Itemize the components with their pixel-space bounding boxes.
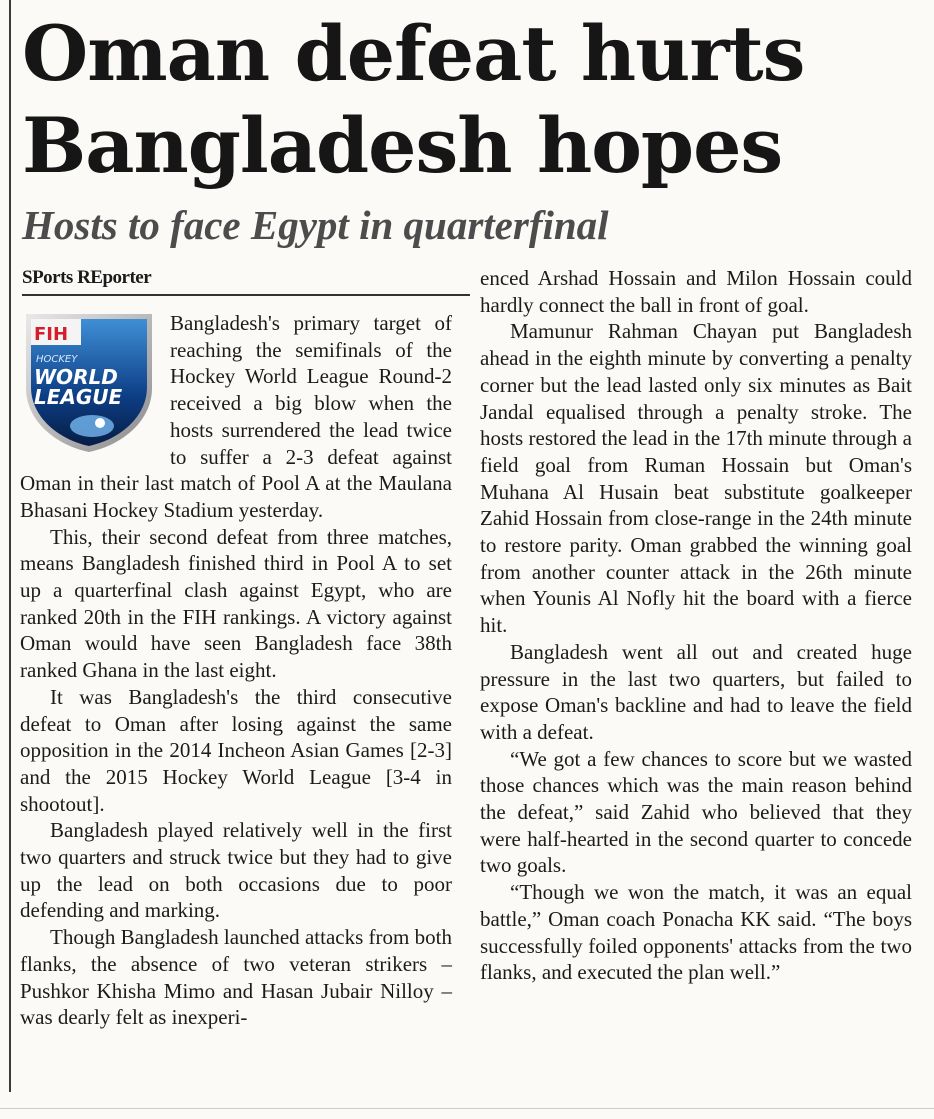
svg-text:FIH: FIH — [34, 324, 69, 345]
svg-text:LEAGUE: LEAGUE — [34, 385, 123, 409]
page-edge — [0, 1108, 934, 1109]
paragraph: “Though we won the match, it was an equal battle,” Oman coach Ponacha KK said. “The boys successfully foiled opponents' attacks from the two flanks, and executed the plan well.” — [480, 880, 912, 985]
paragraph: Though Bangladesh launched attacks from both flanks, the absence of two veteran strikers – Pushkor Khisha Mimo and Hasan Jubair Nilloy – was dearly felt as inexperi- — [20, 925, 452, 1030]
article-column-1 — [20, 310, 452, 1031]
subheadline: Hosts to face Egypt in quarterfinal — [22, 202, 609, 248]
byline: SPorts REporter — [22, 267, 152, 288]
paragraph: This, their second defeat from three matches, means Bangladesh finished third in Pool A to set up a quarterfinal clash against Egypt, who are ranked 20th in the FIH rankings. A victory against Oman would have seen Bangladesh face 38th ranked Ghana in the last eight. — [20, 524, 452, 683]
paragraph: Bangladesh played relatively well in the first two quarters and struck twice but they had to give up the lead on both occasions due to poor defending and marking. — [20, 818, 452, 923]
headline: Oman defeat hurts Bangladesh hopes — [22, 9, 805, 190]
svg-text:HOCKEY: HOCKEY — [36, 354, 78, 365]
paragraph: Mamunur Rahman Chayan put Bangladesh ahead in the eighth minute by converting a penalty corner but the lead lasted only six minutes as Bait Jandal equalised through a penalty stroke. The hosts restored the lead in the 17th minute through a field goal from Ruman Hossain but Oman's Muhana Al Husain beat substitute goalkeeper Zahid Hossain from close-range in the 24th minute to restore parity. Oman grabbed the winning goal from another counter attack in the 26th minute when Younis Al Nofly hit the board with a fierce hit. — [480, 319, 912, 638]
paragraph: Bangladesh's primary target of reaching the semifinals of the Hockey World League Round-2 received a big blow when the hosts surrendered the lead twice to suffer a 2-3 defeat against Oman in their last match of Pool A at the Maulana Bhasani Hockey Stadium yesterday. — [20, 311, 452, 522]
svg-text:WORLD: WORLD — [34, 365, 118, 389]
paragraph: Bangladesh went all out and created huge pressure in the last two quarters, but failed to expose Oman's backline and had to leave the field with a defeat. — [480, 639, 912, 744]
article-column-2 — [480, 265, 912, 986]
paragraph: enced Arshad Hossain and Milon Hossain could hardly connect the ball in front of goal. — [480, 266, 912, 317]
hockey-world-league-logo — [20, 310, 158, 456]
byline-divider — [22, 294, 470, 296]
column-rule — [9, 0, 11, 1092]
logo-shield-icon — [20, 310, 158, 456]
paragraph: “We got a few chances to score but we wasted those chances which was the main reason behind the defeat,” said Zahid who believed that they were half-hearted in the second quarter to concede two goals. — [480, 746, 912, 878]
paragraph: It was Bangladesh's the third consecutive defeat to Oman after losing against the same opposition in the 2014 Incheon Asian Games [2-3] and the 2015 Hockey World League [3-4 in shootout]. — [20, 684, 452, 816]
